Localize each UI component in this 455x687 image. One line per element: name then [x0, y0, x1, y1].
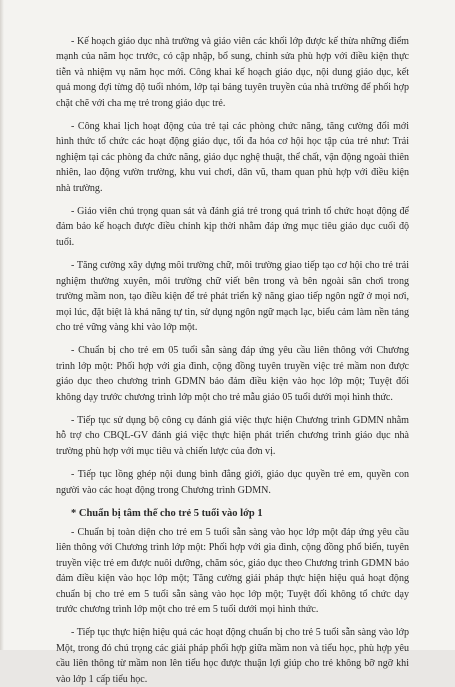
- paragraph-teacher-observation: - Giáo viên chú trọng quan sát và đánh giá trẻ trong quá trình tổ chức hoạt động để đảm bảo kế hoạch được điều chỉnh kịp thời nhằm đáp ứng mục tiêu giáo dục cuối độ tuổi.: [56, 206, 409, 248]
- section-heading: * Chuẩn bị tâm thế cho trẻ 5 tuổi vào lớp 1: [71, 507, 263, 519]
- paragraph-activity-schedule: - Công khai lịch hoạt động của trẻ tại các phòng chức năng, tăng cường đổi mới hình thức tổ chức các hoạt động giáo dục, tối đa hóa cơ hội học tập của trẻ như: Trải nghiệm tại các phòng đa chức năng, giáo dục nghệ thuật, thể chất, vận động ngoài thiên nhiên, lao động vườn trường, khu vui chơi, dân vũ, tham quan phù hợp với điều kiện nhà trường.: [56, 121, 409, 194]
- paragraph-continued-implementation: - Tiếp tục thực hiện hiệu quả các hoạt động chuẩn bị cho trẻ 5 tuổi sẵn sàng vào lớp Một, trong đó chú trọng các giải pháp phối hợp giữa mầm non và tiểu học, phù hợp yêu cầu liên thông từ mầm non lên tiểu học được thuận lợi giúp cho trẻ không bỡ ngỡ khi vào lớp 1 cấp tiểu học.: [56, 627, 409, 685]
- paragraph-education-plan: - Kế hoạch giáo dục nhà trường và giáo viên các khối lớp được kế thừa những điểm mạnh của năm học trước, có cập nhập, bổ sung, chỉnh sửa phù hợp với điều kiện thực tiễn và nhiệm vụ năm học mới. Công khai kế hoạch giáo dục, nội dung giáo dục, kết quả mong đợi từng độ tuổi nhóm, lớp tại bảng tuyên truyền của nhà trường để phối hợp chặt chẽ với cha mẹ trẻ trong giáo dục trẻ.: [56, 36, 409, 109]
- paragraph-comprehensive-preparation: - Chuẩn bị toàn diện cho trẻ em 5 tuổi sẵn sàng vào học lớp một đáp ứng yêu cầu liên thông với Chương trình lớp một: Phối hợp với gia đình, cộng đồng phổ biến, tuyên truyền việc trẻ em được nuôi dưỡng, chăm sóc, giáo dục theo Chương trình GDMN bảo đảm điều kiện vào học lớp một; Tăng cường giải pháp thực hiện hiệu quả hoạt động chuẩn bị cho trẻ em 5 tuổi sẵn sàng vào học lớp một; Tuyệt đối không tổ chức dạy trước chương trình lớp một cho trẻ em 5 tuổi dưới mọi hình thức.: [56, 526, 409, 615]
- paragraph-five-year-olds-readiness: - Chuẩn bị cho trẻ em 05 tuổi sẵn sàng đáp ứng yêu cầu liên thông với Chương trình lớp một: Phối hợp với gia đình, cộng đồng tuyên truyền việc trẻ mầm non được giáo dục theo chương trình GDMN bảo đảm điều kiện vào học lớp một; Tuyệt đối không dạy trước chương trình lớp một cho trẻ mẫu giáo 05 tuổi dưới mọi hình thức.: [56, 345, 409, 403]
- paragraph-gender-equality: - Tiếp tục lồng ghép nội dung bình đẳng giới, giáo dục quyền trẻ em, quyền con người vào các hoạt động trong Chương trình GDMN.: [56, 469, 409, 496]
- paragraph-language-environment: - Tăng cường xây dựng môi trường chữ, môi trường giao tiếp tạo cơ hội cho trẻ trải nghiệm thường xuyên, môi trường chữ viết bên trong và bên ngoài sân chơi trong trường mầm non, tạo điều kiện để trẻ phát triển kỹ năng giao tiếp ngôn ngữ ở mọi nơi, mọi lúc, đặt biệt là khả năng tự tin, sử dụng ngôn ngữ mạch lạc, biểu cảm làm nền tảng cho trẻ vững vàng khi vào lớp một.: [56, 260, 409, 333]
- paragraph-assessment-toolkit: - Tiếp tục sử dụng bộ công cụ đánh giá việc thực hiện Chương trình GDMN nhằm hỗ trợ cho CBQL-GV đánh giá việc thực hiện phát triển chương trình giáo dục nhà trường phù hợp với mục tiêu và chiến lược của đơn vị.: [56, 414, 409, 457]
